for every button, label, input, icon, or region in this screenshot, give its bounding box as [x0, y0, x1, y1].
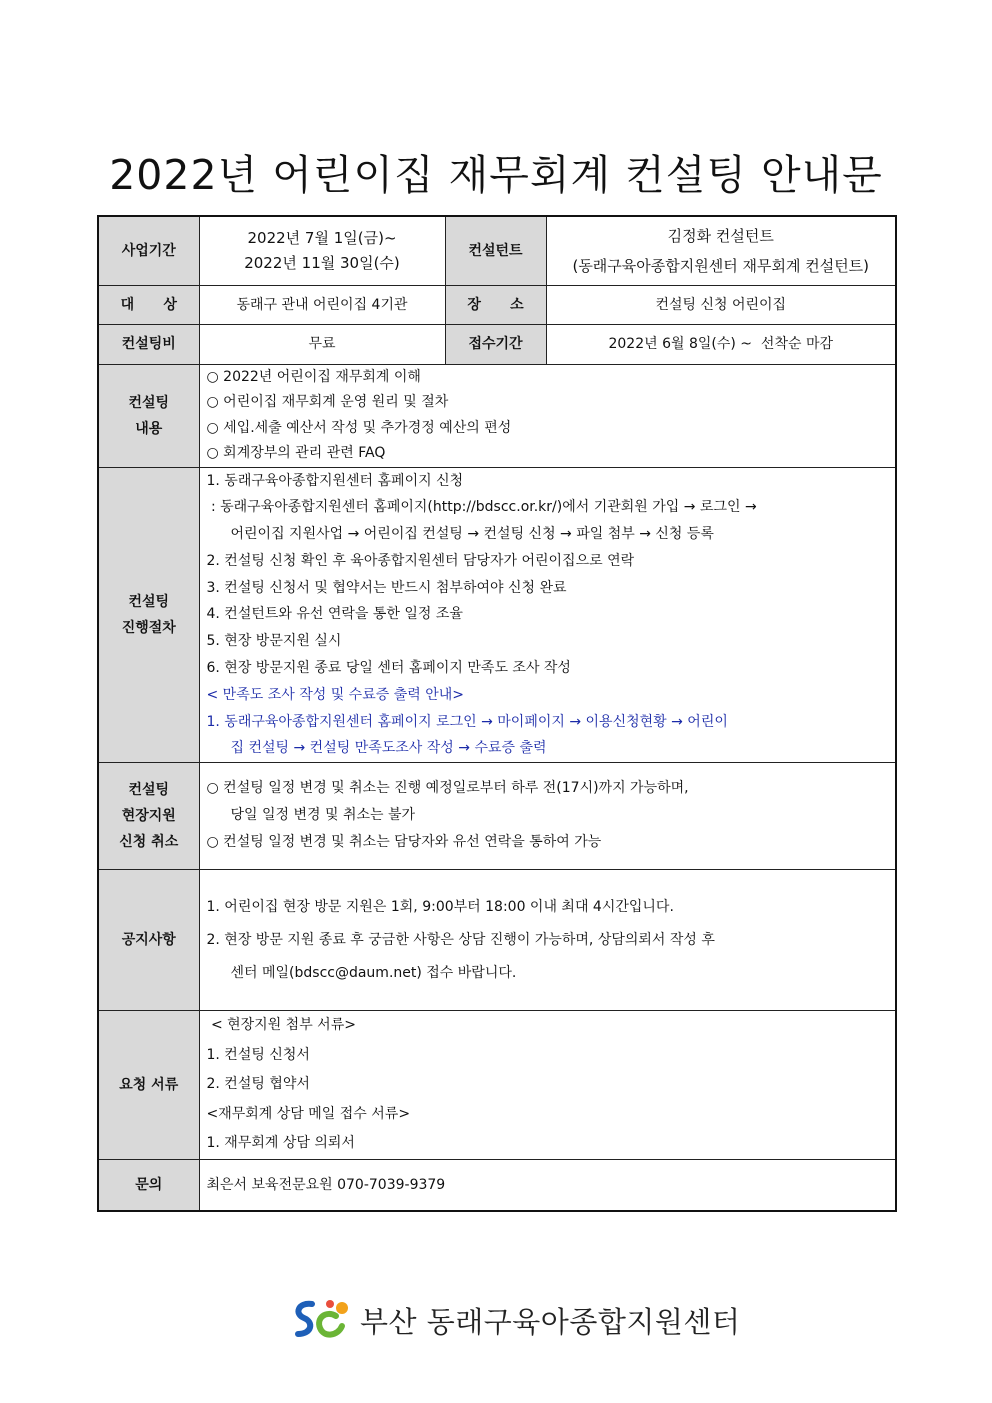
place-value: 컨설팅 신청 어린이집: [546, 285, 896, 324]
content-label: 컨설팅 내용: [98, 364, 199, 467]
content-list: [199, 364, 896, 467]
list-item: 4. 컨설턴트와 유선 연락을 통한 일정 조율: [206, 606, 463, 623]
reception-value: 2022년 6월 8일(수) ~ 선착순 마감: [546, 324, 896, 364]
period-label: 사업기간: [98, 216, 199, 285]
cancel-label: 컨설팅 현장지원 신청 취소: [98, 763, 199, 870]
center-logo-icon: [290, 1296, 354, 1344]
list-item: 2. 컨설팅 협약서: [206, 1076, 310, 1093]
list-item: : 동래구육아종합지원센터 홈페이지(http://bdscc.or.kr/)에서 기관회원 가입 → 로그인 →: [206, 499, 757, 516]
procedure-label: 컨설팅 진행절차: [98, 467, 199, 763]
fee-label: 컨설팅비: [98, 324, 199, 364]
period-start: 2022년 7월 1일(금)~: [247, 228, 397, 247]
target-label: 대 상: [98, 285, 199, 324]
target-value: 동래구 관내 어린이집 4기관: [199, 285, 445, 324]
list-item: 1. 컨설팅 신청서: [206, 1046, 310, 1063]
list-item: 5. 현장 방문지원 실시: [206, 633, 342, 650]
list-item: 6. 현장 방문지원 종료 당일 센터 홈페이지 만족도 조사 작성: [206, 660, 571, 677]
documents-list: [199, 1011, 896, 1160]
survey-guide-step: 1. 동래구육아종합지원센터 홈페이지 로그인 → 마이페이지 → 이용신청현황 → 어린이: [206, 713, 728, 730]
place-label: 장 소: [445, 285, 546, 324]
list-item: ○ 2022년 어린이집 재무회계 이해: [206, 368, 421, 385]
procedure-list: [199, 467, 896, 763]
reception-label: 접수기간: [445, 324, 546, 364]
inquiry-value: 최은서 보육전문요원 070-7039-9379: [199, 1159, 896, 1211]
consultant-name: 김정화 컨설턴트: [667, 226, 774, 245]
page-title: 2022년 어린이집 재무회계 컨설팅 안내문: [109, 151, 883, 199]
row-period: [98, 216, 896, 285]
fee-value: 무료: [199, 324, 445, 364]
row-fee: [98, 324, 896, 364]
row-cancel: [98, 763, 896, 870]
row-inquiry: [98, 1159, 896, 1211]
consultant-value: [546, 216, 896, 285]
period-end: 2022년 11월 30일(수): [244, 253, 400, 272]
list-item: ○ 회계장부의 관리 관련 FAQ: [206, 445, 386, 461]
list-item: 1. 재무회계 상담 의뢰서: [206, 1135, 355, 1152]
info-table: [97, 215, 897, 1212]
row-documents: [98, 1011, 896, 1160]
row-procedure: [98, 467, 896, 763]
notice-label: 공지사항: [98, 870, 199, 1011]
list-item: <재무회계 상담 메일 접수 서류>: [206, 1105, 411, 1122]
footer-org-name: 부산 동래구육아종합지원센터: [360, 1304, 741, 1339]
notice-text: 1. 어린이집 현장 방문 지원은 1회, 9:00부터 18:00 이내 최대 4시간입니다. 2. 현장 방문 지원 종료 후 궁금한 사항은 상담 진행이 가능하며, 상담의뢰서 작성 후 센터 메일(bdscc@daum.net) 접수 바랍니다.: [199, 870, 896, 1011]
inquiry-label: 문의: [98, 1159, 199, 1211]
list-item: ○ 어린이집 재무회계 운영 원리 및 절차: [206, 394, 449, 410]
consultant-label: 컨설턴트: [445, 216, 546, 285]
period-value: [199, 216, 445, 285]
list-item: < 현장지원 첨부 서류>: [206, 1017, 356, 1034]
list-item: 1. 동래구육아종합지원센터 홈페이지 신청: [206, 472, 464, 489]
list-item: 3. 컨설팅 신청서 및 협약서는 반드시 첨부하여야 신청 완료: [206, 579, 567, 596]
list-item: 어린이집 지원사업 → 어린이집 컨설팅 → 컨설팅 신청 → 파일 첨부 → 신청 등록: [230, 526, 714, 543]
documents-label: 요청 서류: [98, 1011, 199, 1160]
consultant-org: (동래구육아종합지원센터 재무회계 컨설턴트): [572, 256, 870, 275]
survey-guide-heading: < 만족도 조사 작성 및 수료증 출력 안내>: [206, 686, 464, 703]
footer: [290, 1295, 740, 1345]
row-content: [98, 364, 896, 467]
list-item: 2. 컨설팅 신청 확인 후 육아종합지원센터 담당자가 어린이집으로 연락: [206, 552, 635, 569]
row-notice: [98, 870, 896, 1011]
survey-guide-step: 집 컨설팅 → 컨설팅 만족도조사 작성 → 수료증 출력: [230, 740, 547, 757]
list-item: ○ 세입.세출 예산서 작성 및 추가경정 예산의 편성: [206, 419, 512, 436]
row-target: [98, 285, 896, 324]
cancel-text: ○ 컨설팅 일정 변경 및 취소는 진행 예정일로부터 하루 전(17시)까지 가능하며, 당일 일정 변경 및 취소는 불가 ○ 컨설팅 일정 변경 및 취소는 담당자와 유선 연락을 통하여 가능: [199, 763, 896, 870]
